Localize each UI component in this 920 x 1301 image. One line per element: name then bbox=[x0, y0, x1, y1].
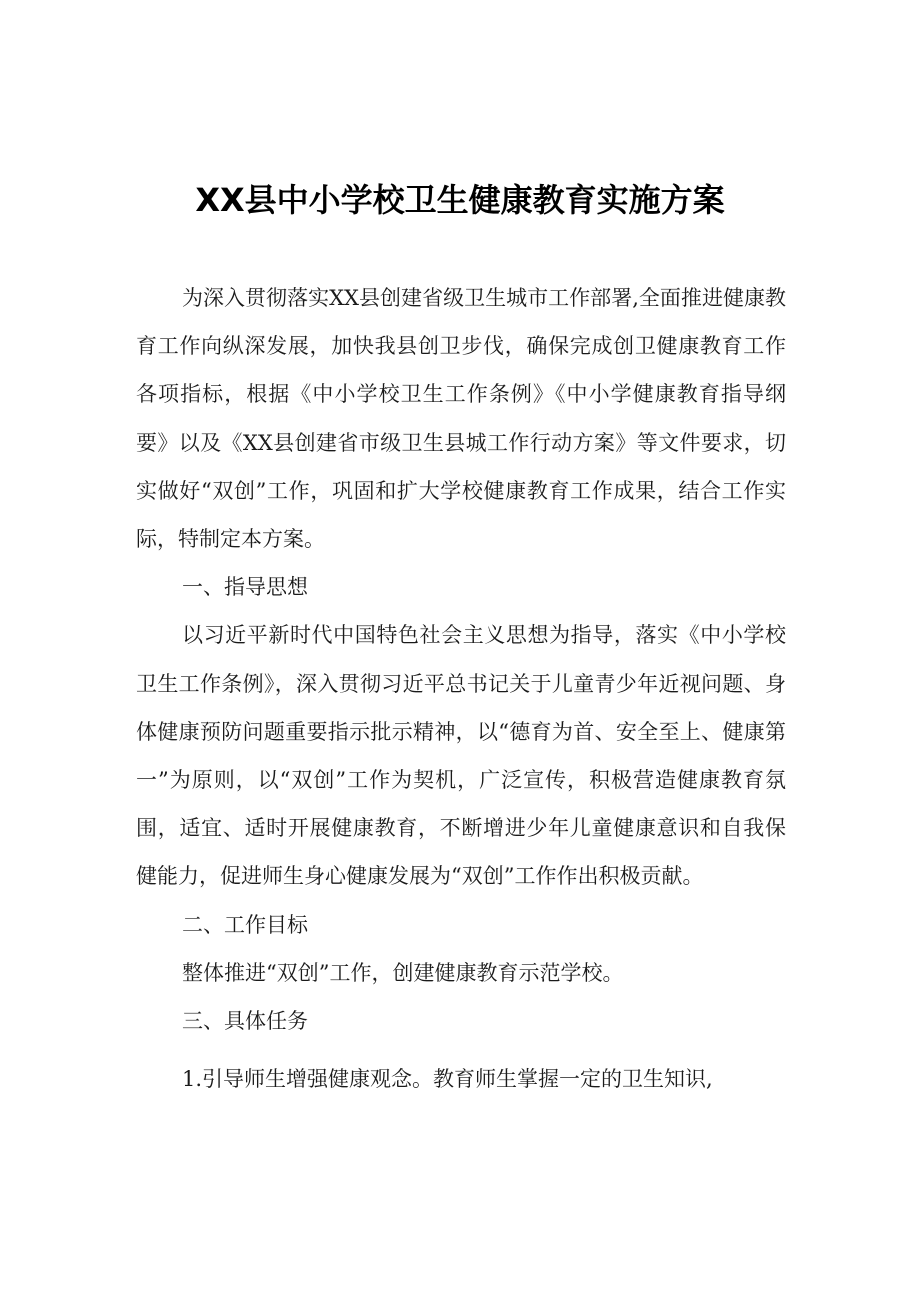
task-item-1: 1.引导师生增强健康观念。教育师生掌握一定的卫生知识, bbox=[182, 1067, 713, 1092]
work-goals-paragraph: 整体推进“双创”工作，创建健康教育示范学校。 bbox=[182, 960, 624, 985]
section-heading-specific-tasks: 三、具体任务 bbox=[182, 1009, 308, 1034]
guiding-ideology-paragraph: 以习近平新时代中国特色社会主义思想为指导，落实《中小学校卫生工作条例》，深入贯彻习近平总书记关于儿童青少年近视问题、身体健康预防问题重要指示批示精神，以“德育为首、安全至上、健康第一”为原则，以“双创”工作为契机，广泛宣传，积极营造健康教育氛围，适宜、适时开展健康教育，不断增进少年儿童健康意识和自我保健能力，促进师生身心健康发展为“双创”工作作出积极贡献。 bbox=[136, 623, 786, 889]
document-title: XX县中小学校卫生健康教育实施方案 bbox=[195, 181, 725, 219]
intro-paragraph: 为深入贯彻落实XX县创建省级卫生城市工作部署,全面推进健康教育工作向纵深发展，加快我县创卫步伐，确保完成创卫健康教育工作各项指标，根据《中小学校卫生工作条例》《中小学健康教育指导纲要》以及《XX县创建省市级卫生县城工作行动方案》等文件要求，切实做好“双创”工作，巩固和扩大学校健康教育工作成果，结合工作实际，特制定本方案。 bbox=[136, 286, 786, 552]
document-body bbox=[136, 274, 786, 1103]
section-heading-guiding-ideology: 一、指导思想 bbox=[182, 575, 308, 600]
section-heading-work-goals: 二、工作目标 bbox=[182, 912, 308, 937]
